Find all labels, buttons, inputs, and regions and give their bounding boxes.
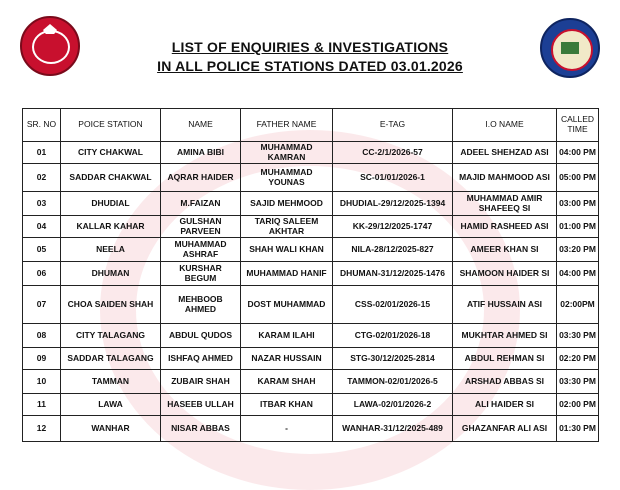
cell-father: KARAM ILAHI xyxy=(241,324,333,348)
cell-time: 01:30 PM xyxy=(557,416,599,442)
cell-sr: 05 xyxy=(23,238,61,262)
cell-io: HAMID RASHEED ASI xyxy=(453,216,557,238)
col-header-sr: SR. NO xyxy=(23,109,61,142)
cell-etag: DHUMAN-31/12/2025-1476 xyxy=(333,262,453,286)
table-row xyxy=(23,142,599,164)
cell-time: 04:00 PM xyxy=(557,142,599,164)
table-row xyxy=(23,164,599,192)
table-row xyxy=(23,238,599,262)
cell-station: NEELA xyxy=(61,238,161,262)
cell-etag: CSS-02/01/2026-15 xyxy=(333,286,453,324)
cell-station: SADDAR CHAKWAL xyxy=(61,164,161,192)
cell-sr: 12 xyxy=(23,416,61,442)
cell-etag: CC-2/1/2026-57 xyxy=(333,142,453,164)
cell-time: 03:00 PM xyxy=(557,192,599,216)
table-row xyxy=(23,370,599,394)
cell-father: SHAH WALI KHAN xyxy=(241,238,333,262)
col-header-station: POICE STATION xyxy=(61,109,161,142)
cell-etag: DHUDIAL-29/12/2025-1394 xyxy=(333,192,453,216)
cell-sr: 09 xyxy=(23,348,61,370)
col-header-father: FATHER NAME xyxy=(241,109,333,142)
cell-station: CITY TALAGANG xyxy=(61,324,161,348)
cell-name: MEHBOOB AHMED xyxy=(161,286,241,324)
cell-name: ABDUL QUDOS xyxy=(161,324,241,348)
cell-io: MUKHTAR AHMED SI xyxy=(453,324,557,348)
cell-time: 03:30 PM xyxy=(557,324,599,348)
cell-io: ABDUL REHMAN SI xyxy=(453,348,557,370)
cell-etag: LAWA-02/01/2026-2 xyxy=(333,394,453,416)
cell-father: TARIQ SALEEM AKHTAR xyxy=(241,216,333,238)
cell-sr: 01 xyxy=(23,142,61,164)
table-row xyxy=(23,192,599,216)
cell-station: WANHAR xyxy=(61,416,161,442)
cell-io: SHAMOON HAIDER SI xyxy=(453,262,557,286)
table-row xyxy=(23,324,599,348)
table-row xyxy=(23,394,599,416)
cell-name: ISHFAQ AHMED xyxy=(161,348,241,370)
cell-io: GHAZANFAR ALI ASI xyxy=(453,416,557,442)
cell-station: DHUMAN xyxy=(61,262,161,286)
cell-name: M.FAIZAN xyxy=(161,192,241,216)
cell-io: MUHAMMAD AMIR SHAFEEQ SI xyxy=(453,192,557,216)
cell-io: ADEEL SHEHZAD ASI xyxy=(453,142,557,164)
col-header-name: NAME xyxy=(161,109,241,142)
cell-etag: TAMMON-02/01/2026-5 xyxy=(333,370,453,394)
table-row xyxy=(23,262,599,286)
cell-sr: 07 xyxy=(23,286,61,324)
cell-time: 01:00 PM xyxy=(557,216,599,238)
cell-name: KURSHAR BEGUM xyxy=(161,262,241,286)
cell-sr: 06 xyxy=(23,262,61,286)
cell-time: 04:00 PM xyxy=(557,262,599,286)
cell-sr: 02 xyxy=(23,164,61,192)
cell-etag: KK-29/12/2025-1747 xyxy=(333,216,453,238)
table-row xyxy=(23,348,599,370)
cell-name: MUHAMMAD ASHRAF xyxy=(161,238,241,262)
cell-etag: STG-30/12/2025-2814 xyxy=(333,348,453,370)
cell-station: KALLAR KAHAR xyxy=(61,216,161,238)
crest-icon xyxy=(43,24,57,34)
cell-time: 02:20 PM xyxy=(557,348,599,370)
cell-father: MUHAMMAD HANIF xyxy=(241,262,333,286)
cell-father: MUHAMMAD KAMRAN xyxy=(241,142,333,164)
cell-sr: 10 xyxy=(23,370,61,394)
cell-father: SAJID MEHMOOD xyxy=(241,192,333,216)
cell-father: - xyxy=(241,416,333,442)
cell-name: HASEEB ULLAH xyxy=(161,394,241,416)
cell-time: 02:00PM xyxy=(557,286,599,324)
cell-station: DHUDIAL xyxy=(61,192,161,216)
cell-station: SADDAR TALAGANG xyxy=(61,348,161,370)
cell-sr: 04 xyxy=(23,216,61,238)
cell-sr: 08 xyxy=(23,324,61,348)
cell-name: GULSHAN PARVEEN xyxy=(161,216,241,238)
cell-sr: 11 xyxy=(23,394,61,416)
cell-station: CITY CHAKWAL xyxy=(61,142,161,164)
cell-sr: 03 xyxy=(23,192,61,216)
cell-etag: WANHAR-31/12/2025-489 xyxy=(333,416,453,442)
cell-station: TAMMAN xyxy=(61,370,161,394)
col-header-io: I.O NAME xyxy=(453,109,557,142)
col-header-time: CALLED TIME xyxy=(557,109,599,142)
cell-father: KARAM SHAH xyxy=(241,370,333,394)
cell-io: AMEER KHAN SI xyxy=(453,238,557,262)
cell-time: 02:00 PM xyxy=(557,394,599,416)
table-row xyxy=(23,286,599,324)
page-title-line-2: IN ALL POLICE STATIONS DATED 03.01.2026 xyxy=(157,58,463,74)
cell-time: 03:30 PM xyxy=(557,370,599,394)
cell-name: AQRAR HAIDER xyxy=(161,164,241,192)
table-row xyxy=(23,416,599,442)
col-header-etag: E-TAG xyxy=(333,109,453,142)
cell-father: ITBAR KHAN xyxy=(241,394,333,416)
table-row xyxy=(23,216,599,238)
cell-etag: CTG-02/01/2026-18 xyxy=(333,324,453,348)
cell-father: DOST MUHAMMAD xyxy=(241,286,333,324)
cell-father: MUHAMMAD YOUNAS xyxy=(241,164,333,192)
cell-name: ZUBAIR SHAH xyxy=(161,370,241,394)
cell-time: 03:20 PM xyxy=(557,238,599,262)
cell-io: ALI HAIDER SI xyxy=(453,394,557,416)
cell-io: ARSHAD ABBAS SI xyxy=(453,370,557,394)
cell-name: NISAR ABBAS xyxy=(161,416,241,442)
cell-io: ATIF HUSSAIN ASI xyxy=(453,286,557,324)
enquiries-table xyxy=(22,108,599,442)
table-header-row xyxy=(23,109,599,142)
cell-io: MAJID MAHMOOD ASI xyxy=(453,164,557,192)
cell-station: LAWA xyxy=(61,394,161,416)
cell-time: 05:00 PM xyxy=(557,164,599,192)
cell-name: AMINA BIBI xyxy=(161,142,241,164)
cell-etag: NILA-28/12/2025-827 xyxy=(333,238,453,262)
cell-etag: SC-01/01/2026-1 xyxy=(333,164,453,192)
cell-station: CHOA SAIDEN SHAH xyxy=(61,286,161,324)
cell-father: NAZAR HUSSAIN xyxy=(241,348,333,370)
page-title-line-1: LIST OF ENQUIRIES & INVESTIGATIONS xyxy=(171,39,449,55)
